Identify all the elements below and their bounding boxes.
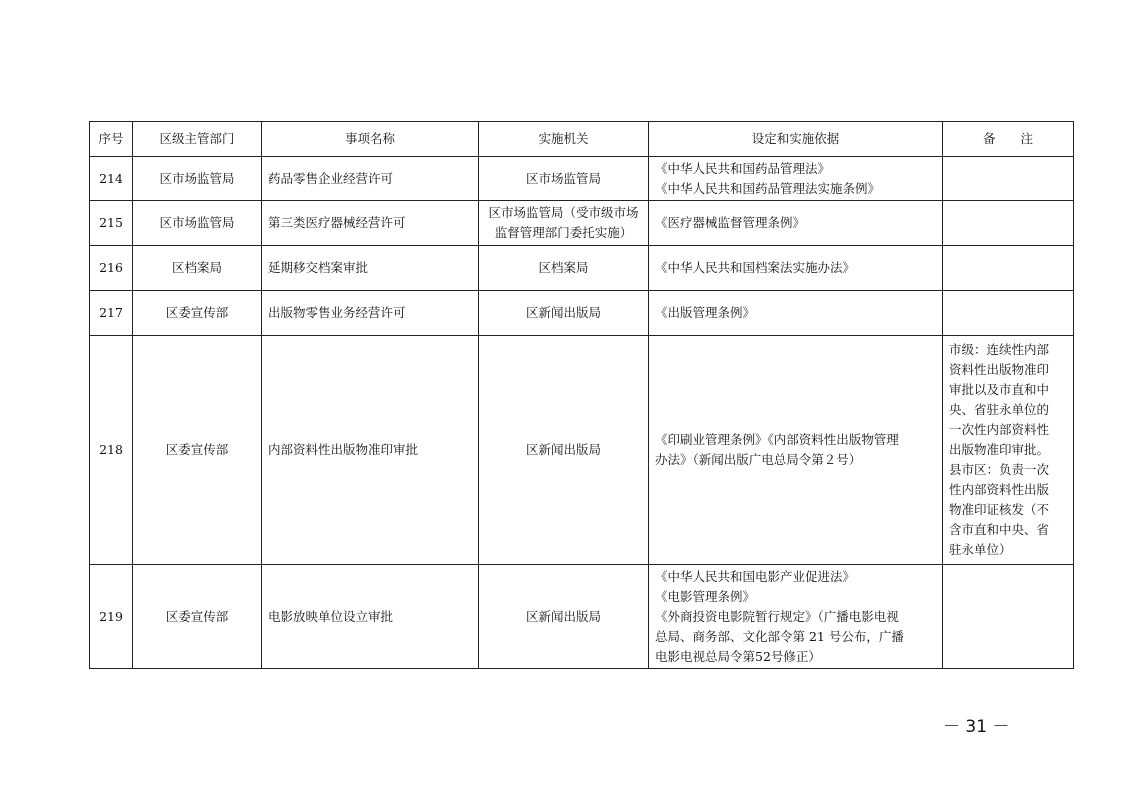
cell-item: 内部资料性出版物准印审批 bbox=[262, 336, 479, 565]
cell-agency: 区新闻出版局 bbox=[479, 291, 649, 336]
basis-line: 总局、商务部、文化部令第 21 号公布，广播 bbox=[655, 628, 904, 644]
cell-department: 区市场监管局 bbox=[133, 201, 262, 246]
remark-line: 央、省驻永单位的 bbox=[949, 402, 1050, 417]
cell-agency: 区档案局 bbox=[479, 246, 649, 291]
cell-department: 区市场监管局 bbox=[133, 157, 262, 201]
basis-line: 《印刷业管理条例》《内部资料性出版物管理 bbox=[655, 432, 899, 447]
table-row bbox=[90, 246, 1074, 291]
cell-seq: 215 bbox=[90, 201, 133, 246]
cell-basis bbox=[649, 246, 943, 291]
remark-line: 出版物准印审批。 bbox=[949, 442, 1050, 457]
header-item: 事项名称 bbox=[262, 122, 479, 157]
basis-line: 《医疗器械监督管理条例》 bbox=[655, 215, 806, 230]
remark-line: 物准印证核发（不 bbox=[949, 502, 1050, 517]
table-row bbox=[90, 336, 1074, 565]
cell-item: 第三类医疗器械经营许可 bbox=[262, 201, 479, 246]
cell-basis bbox=[649, 336, 943, 565]
remark-line: 性内部资料性出版 bbox=[949, 482, 1050, 497]
items-table bbox=[89, 121, 1074, 669]
cell-item: 电影放映单位设立审批 bbox=[262, 565, 479, 669]
cell-basis bbox=[649, 291, 943, 336]
table-header-row bbox=[90, 122, 1074, 157]
cell-remark bbox=[943, 157, 1074, 201]
agency-line: 区市场监管局（受市级市场 bbox=[488, 205, 639, 220]
table-row bbox=[90, 291, 1074, 336]
cell-basis bbox=[649, 201, 943, 246]
remark-line: 市级：连续性内部 bbox=[949, 342, 1050, 357]
cell-basis bbox=[649, 565, 943, 669]
remark-line: 一次性内部资料性 bbox=[949, 422, 1050, 437]
cell-department: 区委宣传部 bbox=[133, 336, 262, 565]
basis-line: 《出版管理条例》 bbox=[655, 305, 756, 320]
agency-line: 监督管理部门委托实施） bbox=[494, 225, 633, 240]
basis-line: 《中华人民共和国电影产业促进法》 bbox=[655, 568, 856, 584]
table-row bbox=[90, 565, 1074, 669]
cell-department: 区档案局 bbox=[133, 246, 262, 291]
cell-item: 延期移交档案审批 bbox=[262, 246, 479, 291]
cell-seq: 219 bbox=[90, 565, 133, 669]
cell-remark bbox=[943, 565, 1074, 669]
basis-line: 《外商投资电影院暂行规定》（广播电影电视 bbox=[655, 608, 899, 624]
remark-line: 驻永单位） bbox=[949, 542, 1012, 557]
header-basis: 设定和实施依据 bbox=[649, 122, 943, 157]
remark-line: 含市直和中央、省 bbox=[949, 522, 1050, 537]
cell-agency: 区新闻出版局 bbox=[479, 336, 649, 565]
basis-line: 电影电视总局令第52号修正） bbox=[655, 648, 821, 664]
basis-line: 《中华人民共和国药品管理法》 bbox=[655, 160, 831, 176]
basis-line: 办法》（新闻出版广电总局令第２号） bbox=[655, 452, 862, 467]
cell-seq: 218 bbox=[90, 336, 133, 565]
cell-seq: 214 bbox=[90, 157, 133, 201]
cell-seq: 217 bbox=[90, 291, 133, 336]
cell-department: 区委宣传部 bbox=[133, 565, 262, 669]
cell-remark bbox=[943, 291, 1074, 336]
page-number: － 31 － bbox=[943, 717, 1010, 737]
header-remark: 备 注 bbox=[943, 122, 1074, 157]
remark-line: 审批以及市直和中 bbox=[949, 382, 1050, 397]
basis-line: 《中华人民共和国档案法实施办法》 bbox=[655, 260, 856, 275]
remark-line: 资料性出版物准印 bbox=[949, 362, 1050, 377]
cell-basis bbox=[649, 157, 943, 201]
cell-remark bbox=[943, 246, 1074, 291]
header-department: 区级主管部门 bbox=[133, 122, 262, 157]
header-seq: 序号 bbox=[90, 122, 133, 157]
table-row bbox=[90, 157, 1074, 201]
basis-line: 《中华人民共和国药品管理法实施条例》 bbox=[655, 180, 881, 196]
remark-line: 县市区：负责一次 bbox=[949, 462, 1050, 477]
cell-agency bbox=[479, 201, 649, 246]
header-agency: 实施机关 bbox=[479, 122, 649, 157]
cell-seq: 216 bbox=[90, 246, 133, 291]
cell-department: 区委宣传部 bbox=[133, 291, 262, 336]
cell-agency: 区新闻出版局 bbox=[479, 565, 649, 669]
table-row bbox=[90, 201, 1074, 246]
cell-remark bbox=[943, 336, 1074, 565]
cell-remark bbox=[943, 201, 1074, 246]
cell-item: 药品零售企业经营许可 bbox=[262, 157, 479, 201]
cell-agency: 区市场监管局 bbox=[479, 157, 649, 201]
cell-item: 出版物零售业务经营许可 bbox=[262, 291, 479, 336]
basis-line: 《电影管理条例》 bbox=[655, 588, 756, 604]
